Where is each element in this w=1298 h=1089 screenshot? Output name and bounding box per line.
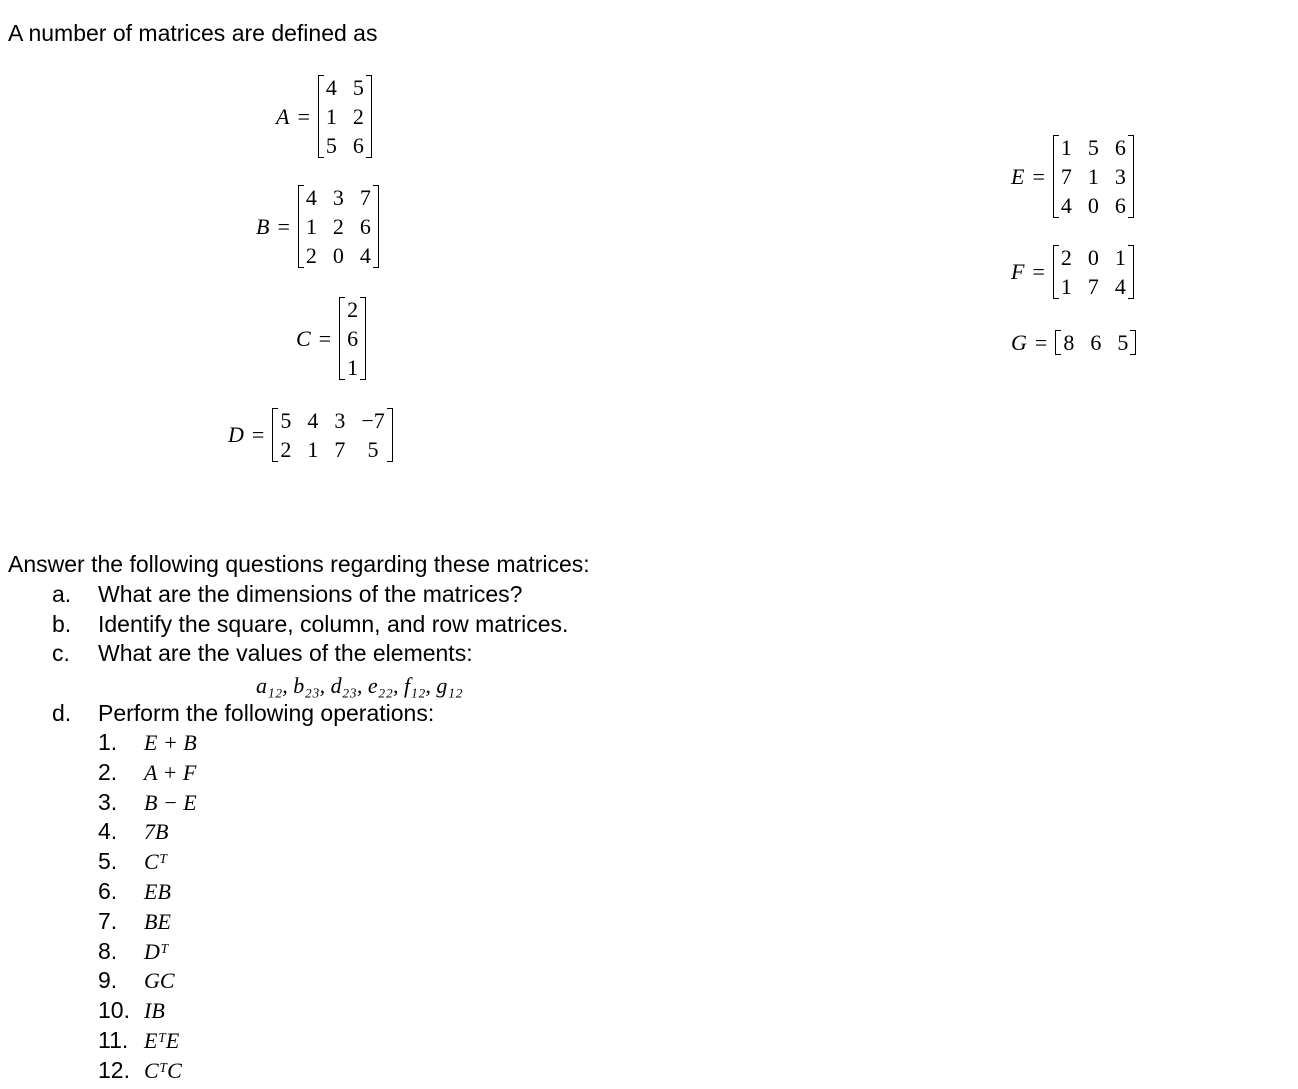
matrix-name: D bbox=[228, 422, 244, 447]
operation-number: 5. bbox=[98, 848, 118, 875]
matrix-cell: 4 bbox=[1060, 193, 1072, 218]
operation-number: 12. bbox=[98, 1056, 130, 1083]
matrix-table bbox=[1060, 243, 1127, 301]
equals-sign: = bbox=[1032, 163, 1045, 189]
operations-list bbox=[98, 728, 197, 1086]
matrix-cell: 6 bbox=[1114, 193, 1126, 218]
operation-expression: CᵀC bbox=[144, 1057, 182, 1083]
equals-sign: = bbox=[318, 325, 332, 351]
matrix-cell: 6 bbox=[1114, 135, 1126, 160]
matrix-cell: 3 bbox=[332, 185, 344, 210]
matrix-cell: 2 bbox=[1060, 245, 1072, 270]
matrix-cell: 1 bbox=[1114, 245, 1126, 270]
matrix-cell: 7 bbox=[359, 185, 371, 210]
operation-item bbox=[98, 758, 197, 788]
matrix-cell: 1 bbox=[305, 214, 317, 239]
matrix-table bbox=[279, 406, 385, 464]
operation-item bbox=[98, 1026, 197, 1056]
matrix-c bbox=[339, 295, 366, 382]
matrix-row bbox=[279, 435, 385, 464]
operation-number: 2. bbox=[98, 758, 118, 785]
matrix-row bbox=[305, 212, 372, 241]
matrix-cell: 5 bbox=[367, 437, 379, 462]
matrix-name: E bbox=[1011, 163, 1025, 189]
matrix-table bbox=[1060, 133, 1127, 220]
matrix-a-equation bbox=[276, 73, 372, 160]
question-d bbox=[52, 699, 568, 729]
operation-item bbox=[98, 996, 197, 1026]
operation-expression: B − E bbox=[144, 789, 197, 815]
matrix-cell: 5 bbox=[280, 408, 292, 433]
operation-number: 6. bbox=[98, 877, 118, 904]
matrix-cell: 7 bbox=[1087, 274, 1099, 299]
matrix-g-equation bbox=[1011, 328, 1136, 357]
matrix-table bbox=[1062, 328, 1129, 357]
matrix-cell: 5 bbox=[1087, 135, 1099, 160]
matrix-cell: 4 bbox=[1114, 274, 1126, 299]
question-marker: d. bbox=[52, 699, 72, 726]
matrix-name: G bbox=[1011, 329, 1027, 355]
matrix-d-equation bbox=[228, 406, 393, 464]
matrix-row bbox=[1060, 272, 1127, 301]
equals-sign: = bbox=[277, 213, 290, 239]
operation-expression: GC bbox=[144, 968, 175, 994]
matrix-cell: 7 bbox=[334, 437, 346, 462]
operation-expression: Dᵀ bbox=[144, 938, 169, 964]
matrix-cell: −7 bbox=[361, 408, 385, 433]
matrix-cell: 6 bbox=[352, 133, 364, 158]
question-marker: c. bbox=[52, 640, 70, 666]
matrix-d bbox=[272, 406, 392, 464]
equals-sign: = bbox=[297, 103, 310, 129]
matrix-cell: 1 bbox=[325, 104, 337, 129]
matrix-g bbox=[1055, 328, 1136, 357]
question-b bbox=[52, 610, 568, 640]
matrix-e-equation bbox=[1011, 133, 1134, 220]
operation-item bbox=[98, 817, 197, 847]
matrix-f-equation bbox=[1011, 243, 1134, 301]
matrix-cell: 5 bbox=[1117, 330, 1129, 355]
matrix-cell: 6 bbox=[359, 214, 371, 239]
matrix-cell: 2 bbox=[305, 243, 317, 268]
operation-number: 1. bbox=[98, 729, 118, 755]
matrix-table bbox=[325, 73, 365, 160]
question-text: Perform the following operations: bbox=[98, 699, 435, 726]
matrix-cell: 4 bbox=[305, 185, 317, 210]
operation-item bbox=[98, 728, 197, 758]
operation-expression: IB bbox=[144, 998, 165, 1024]
matrix-row bbox=[346, 324, 359, 353]
questions-heading: Answer the following questions regarding these matrices: bbox=[8, 551, 590, 577]
matrix-cell: 3 bbox=[334, 408, 346, 433]
matrix-cell: 5 bbox=[352, 75, 364, 100]
operation-expression: 7B bbox=[144, 819, 169, 845]
matrix-e bbox=[1053, 133, 1134, 220]
operation-number: 8. bbox=[98, 937, 118, 964]
matrix-cell: 0 bbox=[332, 243, 344, 268]
equals-sign: = bbox=[251, 422, 265, 447]
matrix-cell: 3 bbox=[1114, 164, 1126, 189]
operation-expression: EB bbox=[144, 878, 171, 904]
question-c bbox=[52, 639, 568, 669]
operation-number: 7. bbox=[98, 907, 118, 934]
matrix-cell: 0 bbox=[1087, 193, 1099, 218]
operation-item bbox=[98, 937, 197, 967]
matrix-row bbox=[1060, 133, 1127, 162]
matrix-cell: 4 bbox=[325, 75, 337, 100]
equals-sign: = bbox=[1034, 329, 1048, 355]
operation-number: 4. bbox=[98, 818, 118, 845]
operation-item bbox=[98, 907, 197, 937]
operation-expression: EᵀE bbox=[144, 1027, 180, 1053]
question-text: What are the values of the elements: bbox=[98, 640, 473, 666]
matrix-row bbox=[346, 295, 359, 324]
operation-item bbox=[98, 847, 197, 877]
operation-number: 3. bbox=[98, 788, 118, 815]
operation-expression: Cᵀ bbox=[144, 849, 168, 875]
operation-expression: A + F bbox=[144, 759, 197, 785]
matrix-cell: 6 bbox=[1090, 330, 1102, 355]
matrix-cell: 2 bbox=[280, 437, 292, 462]
question-text: What are the dimensions of the matrices? bbox=[98, 581, 523, 607]
equals-sign: = bbox=[1032, 259, 1045, 284]
matrix-row bbox=[1060, 243, 1127, 272]
operation-number: 9. bbox=[98, 967, 118, 994]
operation-item bbox=[98, 788, 197, 818]
matrix-row bbox=[325, 131, 365, 160]
matrix-cell: 0 bbox=[1087, 245, 1099, 270]
matrix-row bbox=[1062, 328, 1129, 357]
matrix-cell: 6 bbox=[347, 326, 359, 351]
matrix-row bbox=[325, 102, 365, 131]
matrix-name: F bbox=[1011, 259, 1025, 284]
operation-item bbox=[98, 966, 197, 996]
matrix-row bbox=[305, 241, 372, 270]
operation-number: 10. bbox=[98, 997, 130, 1024]
matrix-b bbox=[298, 183, 379, 270]
question-list bbox=[52, 580, 568, 728]
matrix-row bbox=[346, 353, 359, 382]
matrix-cell: 1 bbox=[307, 437, 319, 462]
matrix-row bbox=[1060, 162, 1127, 191]
matrix-cell: 5 bbox=[325, 133, 337, 158]
matrix-cell: 4 bbox=[307, 408, 319, 433]
operation-expression: E + B bbox=[144, 730, 197, 755]
matrix-table bbox=[305, 183, 372, 270]
matrix-cell: 2 bbox=[352, 104, 364, 129]
matrix-name: A bbox=[276, 103, 290, 129]
matrix-cell: 2 bbox=[332, 214, 344, 239]
matrix-cell: 2 bbox=[347, 297, 359, 322]
matrix-b-equation bbox=[256, 183, 379, 270]
operation-item bbox=[98, 1056, 197, 1086]
matrix-row bbox=[305, 183, 372, 212]
matrix-cell: 1 bbox=[347, 355, 359, 380]
matrix-cell: 7 bbox=[1060, 164, 1072, 189]
operation-number: 11. bbox=[98, 1026, 129, 1053]
operation-item bbox=[98, 877, 197, 907]
matrix-row bbox=[325, 73, 365, 102]
matrix-f bbox=[1053, 243, 1134, 301]
matrix-a bbox=[318, 73, 372, 160]
matrix-name: B bbox=[256, 213, 270, 239]
question-marker: a. bbox=[52, 581, 72, 607]
matrix-name: C bbox=[296, 325, 311, 351]
matrix-row bbox=[279, 406, 385, 435]
matrix-cell: 1 bbox=[1060, 274, 1072, 299]
matrix-cell: 1 bbox=[1060, 135, 1072, 160]
question-a bbox=[52, 580, 568, 610]
operation-expression: BE bbox=[144, 908, 171, 934]
matrix-cell: 4 bbox=[359, 243, 371, 268]
matrix-row bbox=[1060, 191, 1127, 220]
matrix-c-equation bbox=[296, 295, 366, 382]
question-text: Identify the square, column, and row matrices. bbox=[98, 610, 569, 637]
element-list: a₁₂, b₂₃, d₂₃, e₂₂, f₁₂, g₁₂ bbox=[256, 673, 463, 698]
matrix-cell: 8 bbox=[1063, 330, 1075, 355]
matrix-table bbox=[346, 295, 359, 382]
matrix-cell: 1 bbox=[1087, 164, 1099, 189]
question-marker: b. bbox=[52, 610, 72, 637]
intro-text: A number of matrices are defined as bbox=[8, 20, 378, 46]
